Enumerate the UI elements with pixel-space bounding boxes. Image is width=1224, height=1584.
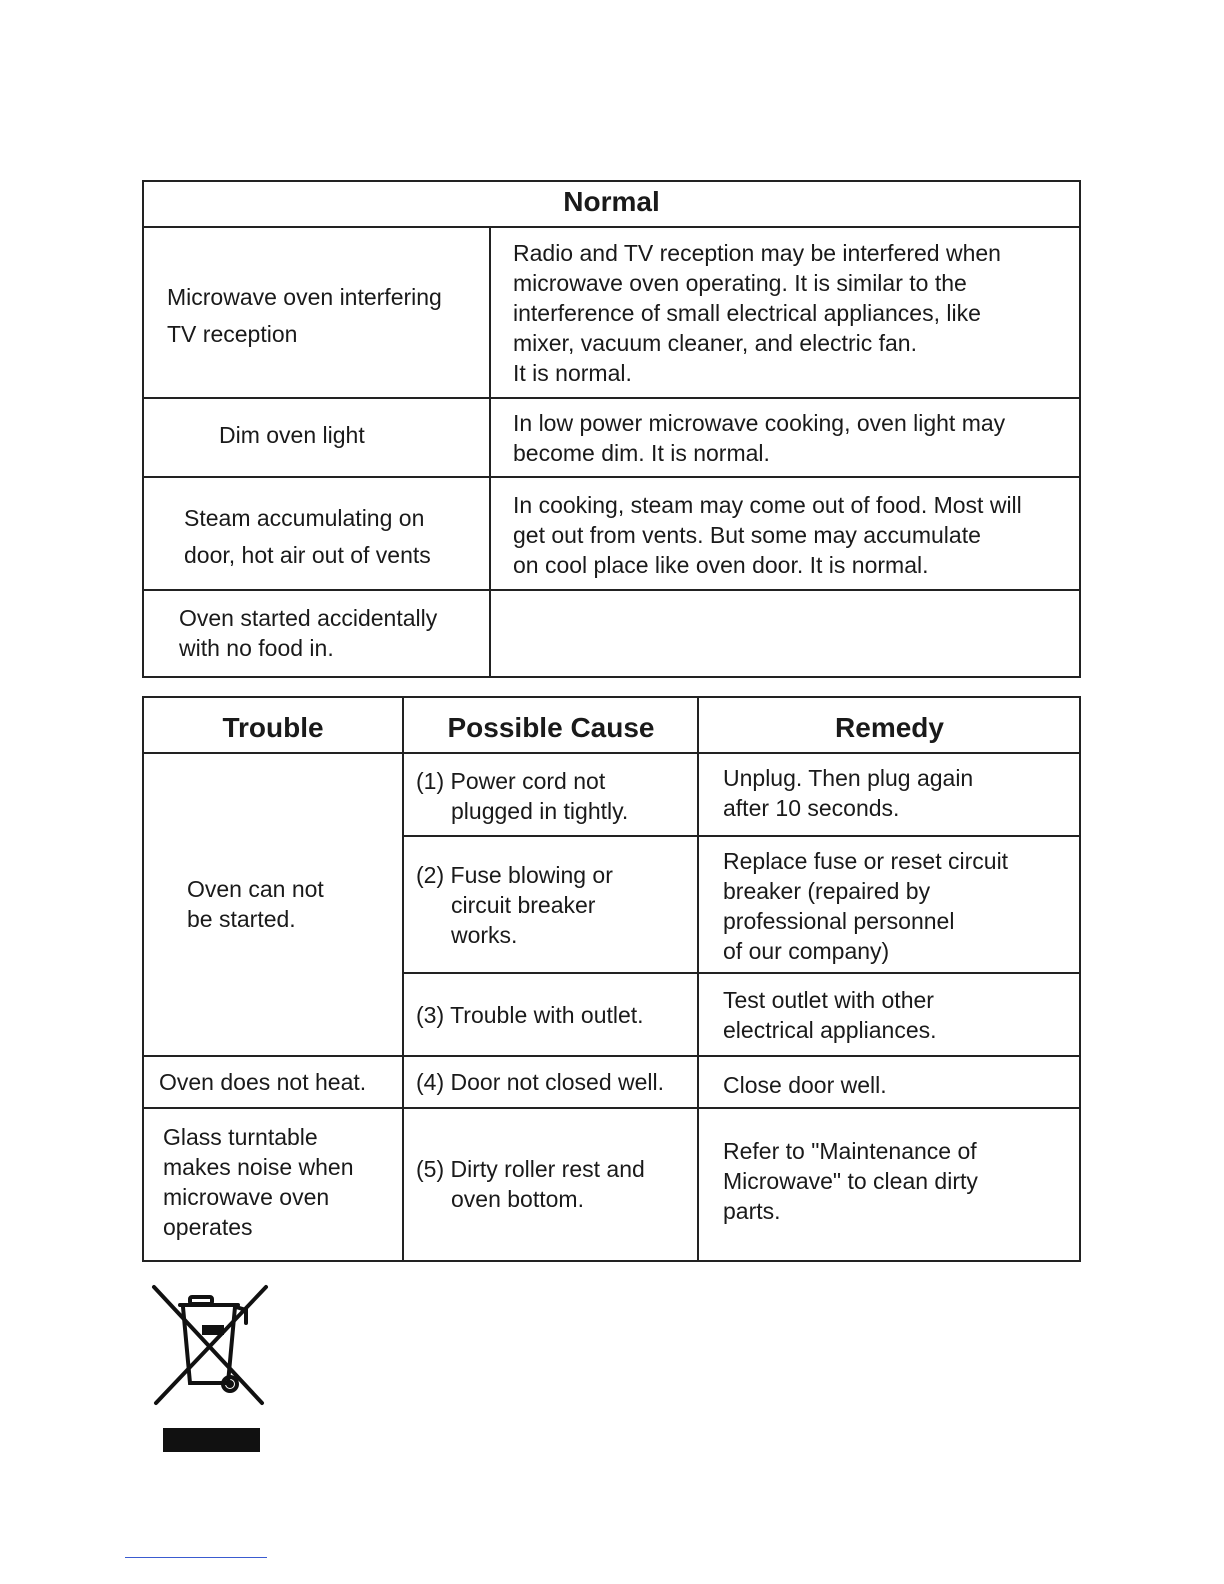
cause-number: (4) [416,1069,445,1095]
explanation-line: microwave oven operating. It is similar to the [513,270,967,296]
divider [402,698,404,1260]
symptom-cell [167,279,442,353]
cause-cell [416,1000,644,1030]
trouble-line: Oven can not [187,876,324,902]
cause-number: (3) [416,1002,445,1028]
divider [144,397,1079,399]
trouble-line: Glass turntable [163,1124,318,1150]
trouble-line: makes noise when [163,1154,354,1180]
symptom-line: Microwave oven interfering [167,284,442,310]
divider [402,835,1079,837]
divider [697,698,699,1260]
cause-line: Trouble with outlet. [450,1002,644,1028]
cause-number: (5) [416,1156,445,1182]
remedy-line: Test outlet with other [723,987,934,1013]
remedy-line: parts. [723,1198,781,1224]
header-remedy: Remedy [835,712,944,743]
cause-line: Fuse blowing or [450,862,613,888]
header-possible-cause: Possible Cause [447,712,655,743]
explanation-line: In cooking, steam may come out of food. Most will [513,492,1022,518]
cause-number: (1) [416,768,445,794]
divider [144,226,1079,228]
cause-cell [416,1067,664,1097]
bottom-rule [125,1557,267,1558]
remedy-cell [723,763,973,823]
divider [144,1055,1079,1057]
symptom-cell [184,500,431,574]
remedy-line: Refer to "Maintenance of [723,1138,977,1164]
explanation-line: become dim. It is normal. [513,440,770,466]
weee-underline-bar [163,1428,260,1452]
cause-line: Power cord not [450,768,606,794]
symptom-line: with no food in. [179,635,334,661]
explanation-line: get out from vents. But some may accumulate [513,522,981,548]
remedy-cell [723,846,1008,966]
trouble-line: Oven does not heat. [159,1069,367,1095]
trouble-cell [163,1122,354,1242]
trouble-line: microwave oven [163,1184,330,1210]
cause-line: Door not closed well. [450,1069,665,1095]
divider [489,226,491,676]
cause-cell [416,1154,645,1214]
explanation-cell [513,238,1001,388]
cause-cell [416,860,613,950]
remedy-cell [723,1136,978,1226]
trouble-line: be started. [187,906,296,932]
remedy-line: Close door well. [723,1072,887,1098]
remedy-line: breaker (repaired by [723,878,931,904]
remedy-cell [723,1070,887,1100]
explanation-line: Radio and TV reception may be interfered when [513,240,1001,266]
symptom-line: Oven started accidentally [179,605,438,631]
trouble-line: operates [163,1214,253,1240]
explanation-line: on cool place like oven door. It is normal. [513,552,929,578]
crossed-out-wheelie-bin-icon [150,1283,270,1408]
remedy-line: after 10 seconds. [723,795,900,821]
cause-line: plugged in tightly. [451,798,629,824]
trouble-cell [187,874,324,934]
header-trouble: Trouble [222,712,324,743]
symptom-line: door, hot air out of vents [184,542,431,568]
divider [144,1107,1079,1109]
cause-line: Dirty roller rest and [450,1156,645,1182]
divider [402,972,1079,974]
divider [144,589,1079,591]
remedy-line: electrical appliances. [723,1017,937,1043]
explanation-cell [513,408,1005,468]
cause-line: works. [451,922,518,948]
explanation-line: mixer, vacuum cleaner, and electric fan. [513,330,917,356]
cause-line: circuit breaker [451,892,596,918]
cause-number: (2) [416,862,445,888]
remedy-line: professional personnel [723,908,955,934]
cause-cell [416,766,628,826]
remedy-line: of our company) [723,938,890,964]
explanation-line: It is normal. [513,360,632,386]
divider [144,476,1079,478]
symptom-line: TV reception [167,321,298,347]
cause-line: oven bottom. [451,1186,584,1212]
explanation-cell [513,490,1022,580]
symptom-cell [179,603,437,663]
symptom-line: Dim oven light [219,422,365,448]
explanation-line: In low power microwave cooking, oven light may [513,410,1006,436]
trouble-table [142,696,1081,1262]
normal-table-title: Normal [563,186,660,217]
normal-table [142,180,1081,678]
remedy-line: Unplug. Then plug again [723,765,974,791]
explanation-line: interference of small electrical appliances, like [513,300,981,326]
remedy-line: Microwave" to clean dirty [723,1168,978,1194]
divider [144,752,1079,754]
remedy-line: Replace fuse or reset circuit [723,848,1009,874]
symptom-cell [219,420,365,450]
trouble-cell [159,1067,366,1097]
remedy-cell [723,985,937,1045]
symptom-line: Steam accumulating on [184,505,425,531]
